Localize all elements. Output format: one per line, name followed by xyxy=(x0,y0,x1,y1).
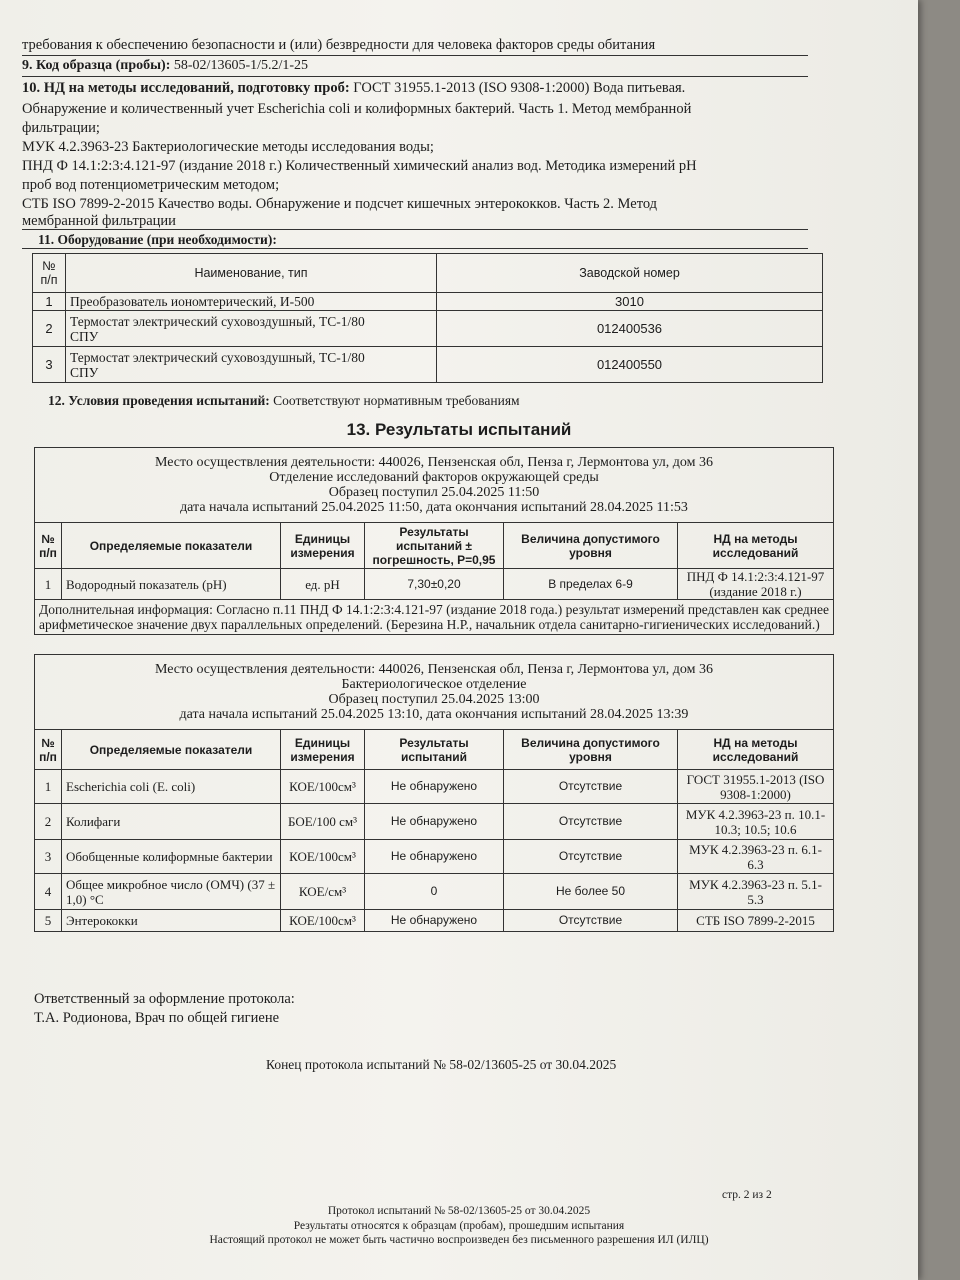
col-limit: Величина допустимого уровня xyxy=(504,523,678,569)
additional-info: Дополнительная информация: Согласно п.11 ПНД Ф 14.1:2:3:4.121-97 (издание 2018 года.) результат измерений представлен как среднее арифметическое значение двух параллельных определений. (Березина Н.Р., начальник отдела санитарно-гигиенических исследований.) xyxy=(35,600,834,635)
block-header xyxy=(35,448,834,523)
methods-line-7: СТБ ISO 7899-2-2015 Качество воды. Обнаружение и подсчет кишечных энтерококков. Часть 2. Метод xyxy=(22,196,658,212)
methods-line-3: фильтрации; xyxy=(22,120,100,136)
table-row xyxy=(35,569,834,600)
table-row xyxy=(35,874,834,910)
footer-line-3: Настоящий протокол не может быть частично воспроизведен без письменного разрешения ИЛ (ИЛЦ) xyxy=(209,1234,709,1246)
info-row xyxy=(35,600,834,635)
equipment-label xyxy=(38,231,277,249)
row-num: 5 xyxy=(35,910,62,932)
row-units: КОЕ/100см³ xyxy=(281,910,365,932)
row-num: 2 xyxy=(35,804,62,840)
row-name: Преобразователь иономтерический, И-500 xyxy=(66,293,437,311)
row-serial: 012400536 xyxy=(437,311,823,347)
row-indicator: Escherichia coli (E. coli) xyxy=(62,770,281,804)
col-method: НД на методы исследований xyxy=(678,523,834,569)
col-limit: Величина допустимого уровня xyxy=(504,730,678,770)
block-header-row xyxy=(35,655,834,730)
table-row xyxy=(35,804,834,840)
table-row xyxy=(35,770,834,804)
page-number: стр. 2 из 2 xyxy=(722,1189,772,1201)
divider xyxy=(22,76,808,77)
responsible-label: Ответственный за оформление протокола: xyxy=(34,991,295,1007)
conditions-label: 12. Условия проведения испытаний: xyxy=(48,393,270,408)
row-name-2: СПУ xyxy=(70,364,99,380)
block-location: Место осуществления деятельности: 440026, Пензенская обл, Пенза г, Лермонтова ул, дом 36 xyxy=(154,455,714,470)
row-num: 3 xyxy=(35,840,62,874)
row-num: 1 xyxy=(35,569,62,600)
col-method: НД на методы исследований xyxy=(678,730,834,770)
sample-code xyxy=(22,57,308,75)
row-result: 7,30±0,20 xyxy=(365,569,504,600)
row-name-1: Термостат электрический суховоздушный, ТС-1/80 xyxy=(70,349,365,365)
row-method: ПНД Ф 14.1:2:3:4.121-97 (издание 2018 г.) xyxy=(678,569,834,600)
sample-code-label: 9. Код образца (пробы): xyxy=(22,58,171,73)
methods-line-4: МУК 4.2.3963-23 Бактериологические методы исследования воды; xyxy=(22,139,434,155)
block-dates: дата начала испытаний 25.04.2025 13:10, дата окончания испытаний 28.04.2025 13:39 xyxy=(179,707,689,722)
table-row xyxy=(35,840,834,874)
row-num: 4 xyxy=(35,874,62,910)
row-name-2: СПУ xyxy=(70,328,99,344)
row-units: КОЕ/100см³ xyxy=(281,770,365,804)
table-header-row xyxy=(35,730,834,770)
methods-line-1 xyxy=(22,79,685,97)
methods-line-2: Обнаружение и количественный учет Escherichia coli и колиформных бактерий. Часть 1. Метод мембранной xyxy=(22,101,692,117)
row-num: 1 xyxy=(35,770,62,804)
row-serial: 3010 xyxy=(437,293,823,311)
results-block-1 xyxy=(34,447,834,635)
block-received: Образец поступил 25.04.2025 11:50 xyxy=(328,485,540,500)
methods-line-5: ПНД Ф 14.1:2:3:4.121-97 (издание 2018 г.) Количественный химический анализ вод. Методика измерений pH xyxy=(22,158,697,174)
row-result: Не обнаружено xyxy=(365,770,504,804)
methods-label: 10. НД на методы исследований, подготовку проб: xyxy=(22,80,350,96)
col-name: Наименование, тип xyxy=(66,254,437,293)
equipment-table xyxy=(32,253,823,383)
row-num: 1 xyxy=(33,293,66,311)
results-block-2 xyxy=(34,654,834,932)
table-header-row xyxy=(35,523,834,569)
row-method: МУК 4.2.3963-23 п. 5.1-5.3 xyxy=(678,874,834,910)
divider xyxy=(22,55,808,56)
row-serial: 012400550 xyxy=(437,347,823,383)
table-row xyxy=(33,293,823,311)
row-method: МУК 4.2.3963-23 п. 10.1-10.3; 10.5; 10.6 xyxy=(678,804,834,840)
block-received: Образец поступил 25.04.2025 13:00 xyxy=(328,692,540,707)
row-limit: Отсутствие xyxy=(504,804,678,840)
row-limit: В пределах 6-9 xyxy=(504,569,678,600)
divider xyxy=(22,248,808,249)
col-result: Результаты испытаний xyxy=(365,730,504,770)
row-name xyxy=(66,347,437,383)
conditions xyxy=(48,392,520,410)
row-indicator: Общее микробное число (ОМЧ) (37 ± 1,0) °С xyxy=(62,874,281,910)
col-result: Результаты испытаний ± погрешность, Р=0,95 xyxy=(365,523,504,569)
footer-line-1: Протокол испытаний № 58-02/13605-25 от 30.04.2025 xyxy=(327,1205,591,1217)
methods-text: ГОСТ 31955.1-2013 (ISO 9308-1:2000) Вода питьевая. xyxy=(353,80,686,96)
col-num-1: № xyxy=(42,259,56,273)
end-text: Конец протокола испытаний № 58-02/13605-25 от 30.04.2025 xyxy=(266,1057,617,1072)
row-name-1: Термостат электрический суховоздушный, ТС-1/80 xyxy=(70,313,365,329)
col-indicator: Определяемые показатели xyxy=(62,523,281,569)
row-result: Не обнаружено xyxy=(365,910,504,932)
col-num xyxy=(33,254,66,293)
col-num: № п/п xyxy=(35,730,62,770)
row-num: 2 xyxy=(33,311,66,347)
top-line: требования к обеспечению безопасности и (или) безвредности для человека факторов среды обитания xyxy=(22,37,656,53)
row-units: КОЕ/100см³ xyxy=(281,840,365,874)
block-location: Место осуществления деятельности: 440026, Пензенская обл, Пенза г, Лермонтова ул, дом 36 xyxy=(154,662,714,677)
equipment-label-text: 11. Оборудование (при необходимости): xyxy=(38,232,277,247)
row-method: МУК 4.2.3963-23 п. 6.1-6.3 xyxy=(678,840,834,874)
row-indicator: Водородный показатель (pH) xyxy=(62,569,281,600)
conditions-value: Соответствуют нормативным требованиям xyxy=(273,393,520,408)
block-department: Бактериологическое отделение xyxy=(341,677,527,692)
col-num: № п/п xyxy=(35,523,62,569)
row-units: ед. pH xyxy=(281,569,365,600)
row-result: Не обнаружено xyxy=(365,804,504,840)
block-header xyxy=(35,655,834,730)
row-num: 3 xyxy=(33,347,66,383)
methods-line-8: мембранной фильтрации xyxy=(22,213,176,229)
table-row xyxy=(35,910,834,932)
results-title: 13. Результаты испытаний xyxy=(346,420,572,439)
row-indicator: Энтерококки xyxy=(62,910,281,932)
row-limit: Отсутствие xyxy=(504,910,678,932)
col-indicator: Определяемые показатели xyxy=(62,730,281,770)
table-row xyxy=(33,347,823,383)
sample-code-value: 58-02/13605-1/5.2/1-25 xyxy=(173,58,309,73)
col-units: Единицы измерения xyxy=(281,730,365,770)
col-units: Единицы измерения xyxy=(281,523,365,569)
divider xyxy=(22,229,808,230)
row-method: ГОСТ 31955.1-2013 (ISO 9308-1:2000) xyxy=(678,770,834,804)
col-serial: Заводской номер xyxy=(437,254,823,293)
row-units: БОЕ/100 см³ xyxy=(281,804,365,840)
methods-line-6: проб вод потенциометрическим методом; xyxy=(22,177,280,193)
col-num-2: п/п xyxy=(40,273,58,287)
row-indicator: Обобщенные колиформные бактерии xyxy=(62,840,281,874)
block-department: Отделение исследований факторов окружающей среды xyxy=(269,470,599,485)
row-units: КОЕ/см³ xyxy=(281,874,365,910)
row-result: Не обнаружено xyxy=(365,840,504,874)
table-row xyxy=(33,311,823,347)
block-dates: дата начала испытаний 25.04.2025 11:50, дата окончания испытаний 28.04.2025 11:53 xyxy=(180,500,688,515)
table-header-row xyxy=(33,254,823,293)
footer-line-2: Результаты относятся к образцам (пробам), прошедшим испытания xyxy=(293,1220,625,1232)
row-limit: Не более 50 xyxy=(504,874,678,910)
row-indicator: Колифаги xyxy=(62,804,281,840)
row-limit: Отсутствие xyxy=(504,770,678,804)
responsible-name: Т.А. Родионова, Врач по общей гигиене xyxy=(34,1010,280,1026)
row-result: 0 xyxy=(365,874,504,910)
row-name xyxy=(66,311,437,347)
row-method: СТБ ISO 7899-2-2015 xyxy=(678,910,834,932)
row-limit: Отсутствие xyxy=(504,840,678,874)
block-header-row xyxy=(35,448,834,523)
